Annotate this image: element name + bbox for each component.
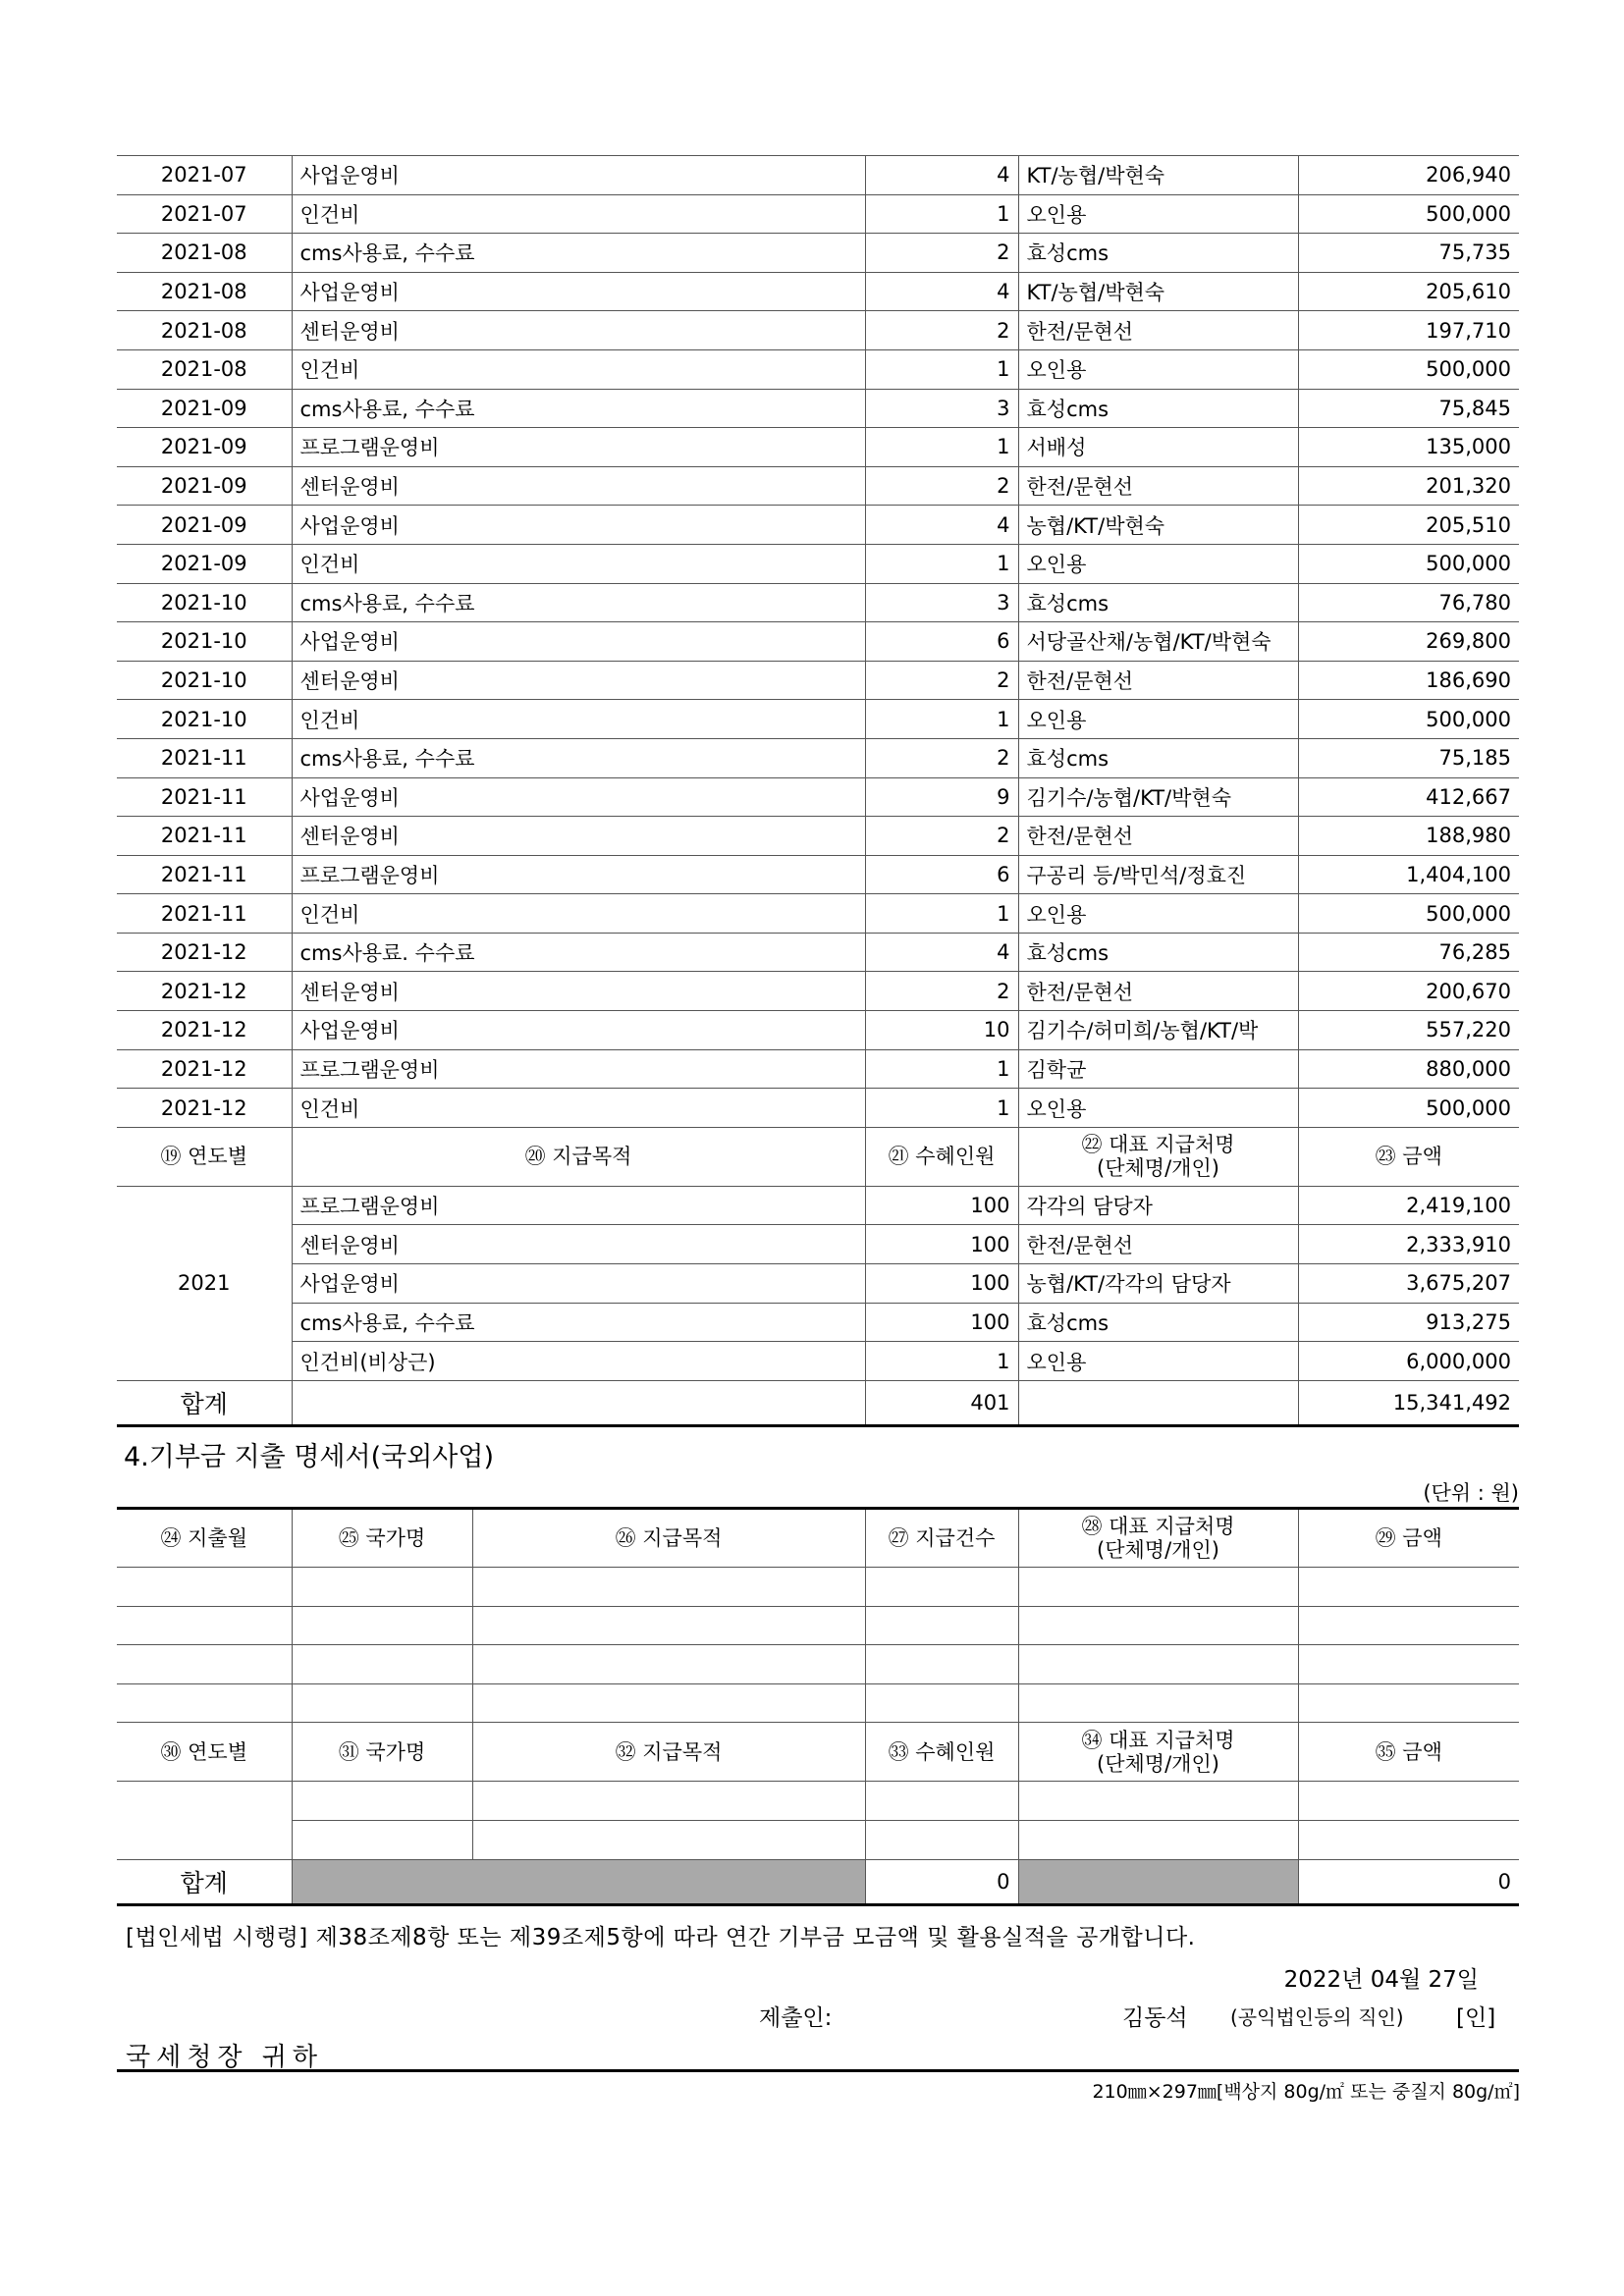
total-amount: 0 [1298, 1859, 1519, 1904]
row-purpose: 사업운영비 [292, 777, 865, 817]
row-payee: KT/농협/박현숙 [1018, 272, 1298, 311]
row-count: 100 [865, 1264, 1018, 1304]
row-count: 1 [865, 349, 1018, 389]
row-payee: 한전/문현선 [1018, 1225, 1298, 1264]
row-purpose: cms사용료, 수수료 [292, 583, 865, 622]
monthly-row [117, 817, 1519, 856]
row-month: 2021-12 [117, 972, 292, 1011]
header-year: ㉚ 연도별 [117, 1723, 292, 1782]
row-payee: 효성cms [1018, 389, 1298, 428]
row-month: 2021-07 [117, 156, 292, 195]
row-purpose: 인건비(비상근) [292, 1342, 865, 1381]
row-payee: 오인용 [1018, 194, 1298, 234]
row-purpose: 사업운영비 [292, 622, 865, 662]
monthly-row [117, 156, 1519, 195]
header-purpose: ㉜ 지급목적 [472, 1723, 865, 1782]
submitter-name: 김동석 [1122, 2005, 1188, 2031]
row-amount: 206,940 [1298, 156, 1519, 195]
row-purpose: 인건비 [292, 700, 865, 739]
row-amount: 135,000 [1298, 428, 1519, 467]
row-month: 2021-08 [117, 311, 292, 350]
empty-row [117, 1782, 1519, 1821]
row-month: 2021-12 [117, 1089, 292, 1128]
row-purpose: 인건비 [292, 1089, 865, 1128]
seal-mark: [인] [1456, 2005, 1496, 2031]
row-count: 2 [865, 738, 1018, 777]
header-purpose: ⑳ 지급목적 [292, 1127, 865, 1186]
row-payee: 효성cms [1018, 738, 1298, 777]
row-purpose: cms사용료. 수수료 [292, 933, 865, 972]
gray-cell [1018, 1859, 1298, 1904]
row-month: 2021-10 [117, 661, 292, 700]
row-amount: 2,333,910 [1298, 1225, 1519, 1264]
footer-rule [117, 2069, 1519, 2072]
row-amount: 500,000 [1298, 700, 1519, 739]
row-payee: 김기수/허미희/농협/KT/박 [1018, 1011, 1298, 1050]
row-amount: 197,710 [1298, 311, 1519, 350]
monthly-row [117, 428, 1519, 467]
row-purpose: 사업운영비 [292, 272, 865, 311]
row-amount: 880,000 [1298, 1049, 1519, 1089]
row-payee: 오인용 [1018, 1089, 1298, 1128]
annual-header-row [117, 1127, 1519, 1186]
row-purpose: 사업운영비 [292, 156, 865, 195]
row-month: 2021-09 [117, 506, 292, 545]
row-purpose: 프로그램운영비 [292, 855, 865, 894]
annual-year: 2021 [117, 1186, 292, 1380]
monthly-row [117, 1049, 1519, 1089]
row-amount: 205,610 [1298, 272, 1519, 311]
row-count: 10 [865, 1011, 1018, 1050]
row-count: 1 [865, 1342, 1018, 1381]
row-month: 2021-12 [117, 1049, 292, 1089]
gray-cell [292, 1859, 865, 1904]
row-purpose: 인건비 [292, 194, 865, 234]
monthly-row [117, 622, 1519, 662]
row-payee: 오인용 [1018, 1342, 1298, 1381]
row-amount: 3,675,207 [1298, 1264, 1519, 1304]
row-payee: 오인용 [1018, 349, 1298, 389]
header-country: ㉕ 국가명 [292, 1509, 472, 1568]
monthly-row [117, 389, 1519, 428]
row-purpose: cms사용료, 수수료 [292, 389, 865, 428]
row-payee: 오인용 [1018, 544, 1298, 583]
row-count: 100 [865, 1225, 1018, 1264]
annual-row [117, 1186, 1519, 1225]
row-count: 1 [865, 894, 1018, 934]
row-count: 4 [865, 933, 1018, 972]
row-amount: 75,845 [1298, 389, 1519, 428]
monthly-row [117, 661, 1519, 700]
row-month: 2021-10 [117, 583, 292, 622]
header-month: ㉔ 지출월 [117, 1509, 292, 1568]
overseas-expenditure-table [117, 1507, 1519, 1906]
monthly-row [117, 700, 1519, 739]
row-payee: 오인용 [1018, 700, 1298, 739]
annual-row [117, 1264, 1519, 1304]
row-count: 6 [865, 622, 1018, 662]
row-payee: KT/농협/박현숙 [1018, 156, 1298, 195]
row-purpose: 프로그램운영비 [292, 1186, 865, 1225]
paper-spec: 210㎜×297㎜[백상지 80g/㎡ 또는 중질지 80g/㎡] [1092, 2081, 1520, 2103]
total-count: 401 [865, 1380, 1018, 1425]
monthly-row [117, 855, 1519, 894]
row-month: 2021-12 [117, 933, 292, 972]
annual-row [117, 1303, 1519, 1342]
row-payee: 김기수/농협/KT/박현숙 [1018, 777, 1298, 817]
header-amount: ㉟ 금액 [1298, 1723, 1519, 1782]
row-month: 2021-11 [117, 738, 292, 777]
header-beneficiaries: ㉝ 수혜인원 [865, 1723, 1018, 1782]
header-payee: ㉞ 대표 지급처명 (단체명/개인) [1018, 1723, 1298, 1782]
header-year: ⑲ 연도별 [117, 1127, 292, 1186]
row-purpose: 센터운영비 [292, 817, 865, 856]
row-payee: 효성cms [1018, 1303, 1298, 1342]
row-amount: 500,000 [1298, 544, 1519, 583]
row-amount: 205,510 [1298, 506, 1519, 545]
recipient: 국세청장 귀하 [126, 2043, 323, 2072]
row-count: 9 [865, 777, 1018, 817]
monthly-row [117, 311, 1519, 350]
monthly-row [117, 894, 1519, 934]
row-count: 6 [865, 855, 1018, 894]
monthly-row [117, 738, 1519, 777]
header-purpose: ㉖ 지급목적 [472, 1509, 865, 1568]
monthly-row [117, 583, 1519, 622]
monthly-row [117, 506, 1519, 545]
row-count: 3 [865, 389, 1018, 428]
row-count: 3 [865, 583, 1018, 622]
annual-row [117, 1342, 1519, 1381]
row-amount: 913,275 [1298, 1303, 1519, 1342]
row-count: 1 [865, 428, 1018, 467]
row-purpose: 프로그램운영비 [292, 1049, 865, 1089]
row-count: 2 [865, 661, 1018, 700]
row-month: 2021-08 [117, 234, 292, 273]
header-amount: ㉙ 금액 [1298, 1509, 1519, 1568]
row-purpose: 센터운영비 [292, 661, 865, 700]
submit-date: 2022년 04월 27일 [1283, 1967, 1479, 1993]
row-payee: 구공리 등/박민석/정효진 [1018, 855, 1298, 894]
header-amount: ㉓ 금액 [1298, 1127, 1519, 1186]
row-month: 2021-09 [117, 428, 292, 467]
total-empty-purpose [292, 1380, 865, 1425]
row-purpose: cms사용료, 수수료 [292, 1303, 865, 1342]
row-purpose: 프로그램운영비 [292, 428, 865, 467]
monthly-row [117, 194, 1519, 234]
empty-row [117, 1606, 1519, 1645]
overseas-total-row [117, 1859, 1519, 1904]
monthly-row [117, 272, 1519, 311]
row-amount: 200,670 [1298, 972, 1519, 1011]
row-month: 2021-09 [117, 544, 292, 583]
header-beneficiaries: ㉑ 수혜인원 [865, 1127, 1018, 1186]
row-amount: 75,735 [1298, 234, 1519, 273]
overseas-monthly-header [117, 1509, 1519, 1568]
row-count: 100 [865, 1303, 1018, 1342]
row-purpose: 센터운영비 [292, 1225, 865, 1264]
row-payee: 한전/문현선 [1018, 311, 1298, 350]
row-month: 2021-07 [117, 194, 292, 234]
row-payee: 김학균 [1018, 1049, 1298, 1089]
row-purpose: cms사용료, 수수료 [292, 738, 865, 777]
section4-title: 4.기부금 지출 명세서(국외사업) [124, 1442, 494, 1472]
annual-row [117, 1225, 1519, 1264]
row-month: 2021-10 [117, 700, 292, 739]
row-payee: 한전/문현선 [1018, 466, 1298, 506]
row-purpose: 센터운영비 [292, 466, 865, 506]
row-month: 2021-11 [117, 777, 292, 817]
row-purpose: 사업운영비 [292, 506, 865, 545]
monthly-row [117, 1089, 1519, 1128]
row-purpose: 센터운영비 [292, 972, 865, 1011]
empty-row [117, 1683, 1519, 1723]
law-notice: [법인세법 시행령] 제38조제8항 또는 제39조제5항에 따라 연간 기부금 모금액 및 활용실적을 공개합니다. [126, 1925, 1196, 1950]
row-amount: 2,419,100 [1298, 1186, 1519, 1225]
row-count: 1 [865, 194, 1018, 234]
submitter-role: (공익법인등의 직인) [1230, 2005, 1404, 2029]
row-payee: 농협/KT/각각의 담당자 [1018, 1264, 1298, 1304]
total-amount: 15,341,492 [1298, 1380, 1519, 1425]
row-count: 4 [865, 506, 1018, 545]
row-amount: 76,780 [1298, 583, 1519, 622]
row-month: 2021-09 [117, 389, 292, 428]
monthly-row [117, 349, 1519, 389]
row-month: 2021-08 [117, 349, 292, 389]
header-country: ㉛ 국가명 [292, 1723, 472, 1782]
row-month: 2021-12 [117, 1011, 292, 1050]
row-amount: 76,285 [1298, 933, 1519, 972]
monthly-row [117, 972, 1519, 1011]
row-payee: 농협/KT/박현숙 [1018, 506, 1298, 545]
row-amount: 500,000 [1298, 1089, 1519, 1128]
row-payee: 오인용 [1018, 894, 1298, 934]
row-count: 4 [865, 156, 1018, 195]
row-amount: 500,000 [1298, 349, 1519, 389]
row-month: 2021-11 [117, 855, 292, 894]
row-payee: 서당골산채/농협/KT/박현숙 [1018, 622, 1298, 662]
monthly-row [117, 1011, 1519, 1050]
domestic-expenditure-table [117, 155, 1519, 1427]
row-purpose: cms사용료, 수수료 [292, 234, 865, 273]
row-count: 1 [865, 1089, 1018, 1128]
row-purpose: 사업운영비 [292, 1264, 865, 1304]
row-payee: 한전/문현선 [1018, 661, 1298, 700]
row-count: 4 [865, 272, 1018, 311]
row-amount: 75,185 [1298, 738, 1519, 777]
row-month: 2021-11 [117, 894, 292, 934]
row-count: 2 [865, 972, 1018, 1011]
row-amount: 500,000 [1298, 894, 1519, 934]
total-label: 합계 [117, 1380, 292, 1425]
empty-row [117, 1820, 1519, 1859]
total-count: 0 [865, 1859, 1018, 1904]
header-count: ㉗ 지급건수 [865, 1509, 1018, 1568]
row-amount: 500,000 [1298, 194, 1519, 234]
row-count: 1 [865, 700, 1018, 739]
row-payee: 효성cms [1018, 234, 1298, 273]
header-payee: ㉘ 대표 지급처명 (단체명/개인) [1018, 1509, 1298, 1568]
total-empty-payee [1018, 1380, 1298, 1425]
monthly-row [117, 234, 1519, 273]
row-amount: 1,404,100 [1298, 855, 1519, 894]
row-payee: 서배성 [1018, 428, 1298, 467]
row-amount: 6,000,000 [1298, 1342, 1519, 1381]
row-payee: 한전/문현선 [1018, 817, 1298, 856]
row-count: 2 [865, 234, 1018, 273]
total-label: 합계 [117, 1859, 292, 1904]
monthly-row [117, 466, 1519, 506]
row-count: 100 [865, 1186, 1018, 1225]
monthly-row [117, 933, 1519, 972]
row-purpose: 센터운영비 [292, 311, 865, 350]
row-count: 1 [865, 1049, 1018, 1089]
row-amount: 201,320 [1298, 466, 1519, 506]
row-amount: 557,220 [1298, 1011, 1519, 1050]
annual-rows [117, 1186, 1519, 1380]
total-row [117, 1380, 1519, 1425]
submitter-label: 제출인: [759, 2005, 833, 2031]
monthly-rows [117, 156, 1519, 1128]
row-amount: 412,667 [1298, 777, 1519, 817]
row-count: 2 [865, 466, 1018, 506]
row-month: 2021-09 [117, 466, 292, 506]
row-payee: 한전/문현선 [1018, 972, 1298, 1011]
row-count: 1 [865, 544, 1018, 583]
row-payee: 각각의 담당자 [1018, 1186, 1298, 1225]
row-count: 2 [865, 817, 1018, 856]
monthly-row [117, 777, 1519, 817]
row-count: 2 [865, 311, 1018, 350]
row-purpose: 인건비 [292, 349, 865, 389]
monthly-row [117, 544, 1519, 583]
empty-row [117, 1568, 1519, 1607]
row-month: 2021-10 [117, 622, 292, 662]
row-purpose: 인건비 [292, 544, 865, 583]
header-payee: ㉒ 대표 지급처명 (단체명/개인) [1018, 1127, 1298, 1186]
overseas-annual-header [117, 1723, 1519, 1782]
empty-row [117, 1645, 1519, 1684]
row-month: 2021-08 [117, 272, 292, 311]
row-payee: 효성cms [1018, 583, 1298, 622]
unit-label: (단위 : 원) [1423, 1481, 1519, 1505]
row-amount: 186,690 [1298, 661, 1519, 700]
row-month: 2021-11 [117, 817, 292, 856]
row-payee: 효성cms [1018, 933, 1298, 972]
row-purpose: 사업운영비 [292, 1011, 865, 1050]
row-amount: 269,800 [1298, 622, 1519, 662]
row-amount: 188,980 [1298, 817, 1519, 856]
row-purpose: 인건비 [292, 894, 865, 934]
